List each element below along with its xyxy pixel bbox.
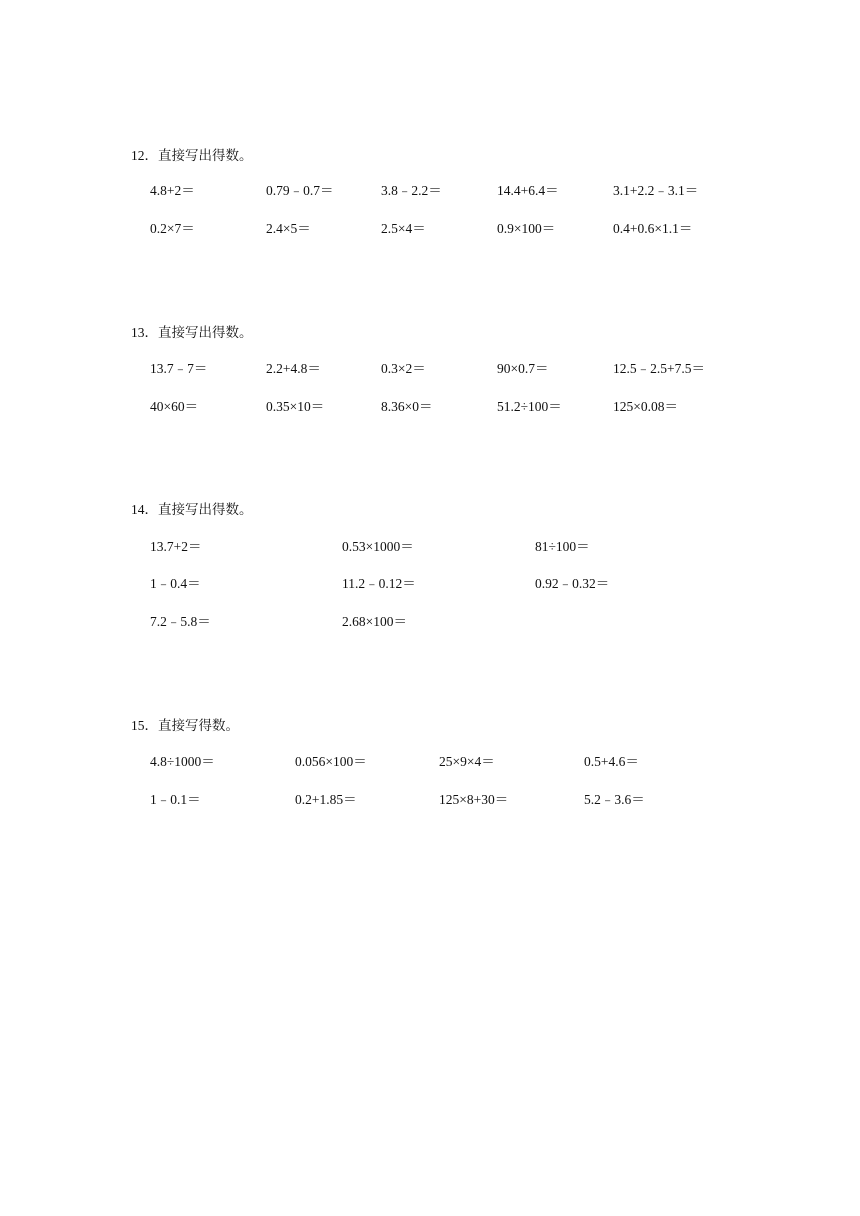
expression: 90×0.7＝ xyxy=(497,361,549,376)
expression: 0.2×7＝ xyxy=(150,221,195,236)
expression: 13.7+2＝ xyxy=(150,539,202,554)
problem-heading: 13．直接写出得数。 xyxy=(131,325,253,340)
problem-heading: 12．直接写出得数。 xyxy=(131,148,253,163)
expression: 1﹣0.4＝ xyxy=(150,576,201,591)
expression: 40×60＝ xyxy=(150,399,199,414)
expression-row xyxy=(0,754,860,772)
expression-row xyxy=(0,361,860,379)
expression: 2.5×4＝ xyxy=(381,221,426,236)
expression: 25×9×4＝ xyxy=(439,754,495,769)
expression-row xyxy=(0,792,860,810)
expression: 14.4+6.4＝ xyxy=(497,183,559,198)
expression: 0.3×2＝ xyxy=(381,361,426,376)
expression: 2.4×5＝ xyxy=(266,221,311,236)
expression: 2.68×100＝ xyxy=(342,614,407,629)
expression-row xyxy=(0,183,860,201)
expression-row xyxy=(0,399,860,417)
expression: 7.2﹣5.8＝ xyxy=(150,614,211,629)
expression: 13.7﹣7＝ xyxy=(150,361,208,376)
expression-row xyxy=(0,576,860,594)
expression: 51.2÷100＝ xyxy=(497,399,562,414)
expression: 5.2﹣3.6＝ xyxy=(584,792,645,807)
expression: 3.1+2.2﹣3.1＝ xyxy=(613,183,699,198)
expression: 1﹣0.1＝ xyxy=(150,792,201,807)
expression: 0.53×1000＝ xyxy=(342,539,414,554)
expression: 0.79﹣0.7＝ xyxy=(266,183,334,198)
expression-row xyxy=(0,539,860,557)
expression: 11.2﹣0.12＝ xyxy=(342,576,416,591)
expression: 12.5﹣2.5+7.5＝ xyxy=(613,361,705,376)
expression-row xyxy=(0,614,860,632)
expression: 0.92﹣0.32＝ xyxy=(535,576,610,591)
expression: 125×8+30＝ xyxy=(439,792,509,807)
expression: 125×0.08＝ xyxy=(613,399,678,414)
expression: 4.8+2＝ xyxy=(150,183,195,198)
expression: 81÷100＝ xyxy=(535,539,590,554)
expression: 2.2+4.8＝ xyxy=(266,361,321,376)
expression: 0.056×100＝ xyxy=(295,754,367,769)
expression: 0.9×100＝ xyxy=(497,221,556,236)
expression: 0.2+1.85＝ xyxy=(295,792,357,807)
expression: 3.8﹣2.2＝ xyxy=(381,183,442,198)
expression: 0.5+4.6＝ xyxy=(584,754,639,769)
expression: 4.8÷1000＝ xyxy=(150,754,215,769)
problem-heading: 14．直接写出得数。 xyxy=(131,502,253,517)
expression: 0.35×10＝ xyxy=(266,399,325,414)
expression: 0.4+0.6×1.1＝ xyxy=(613,221,693,236)
problem-heading: 15．直接写得数。 xyxy=(131,718,239,733)
expression: 8.36×0＝ xyxy=(381,399,433,414)
expression-row xyxy=(0,221,860,239)
